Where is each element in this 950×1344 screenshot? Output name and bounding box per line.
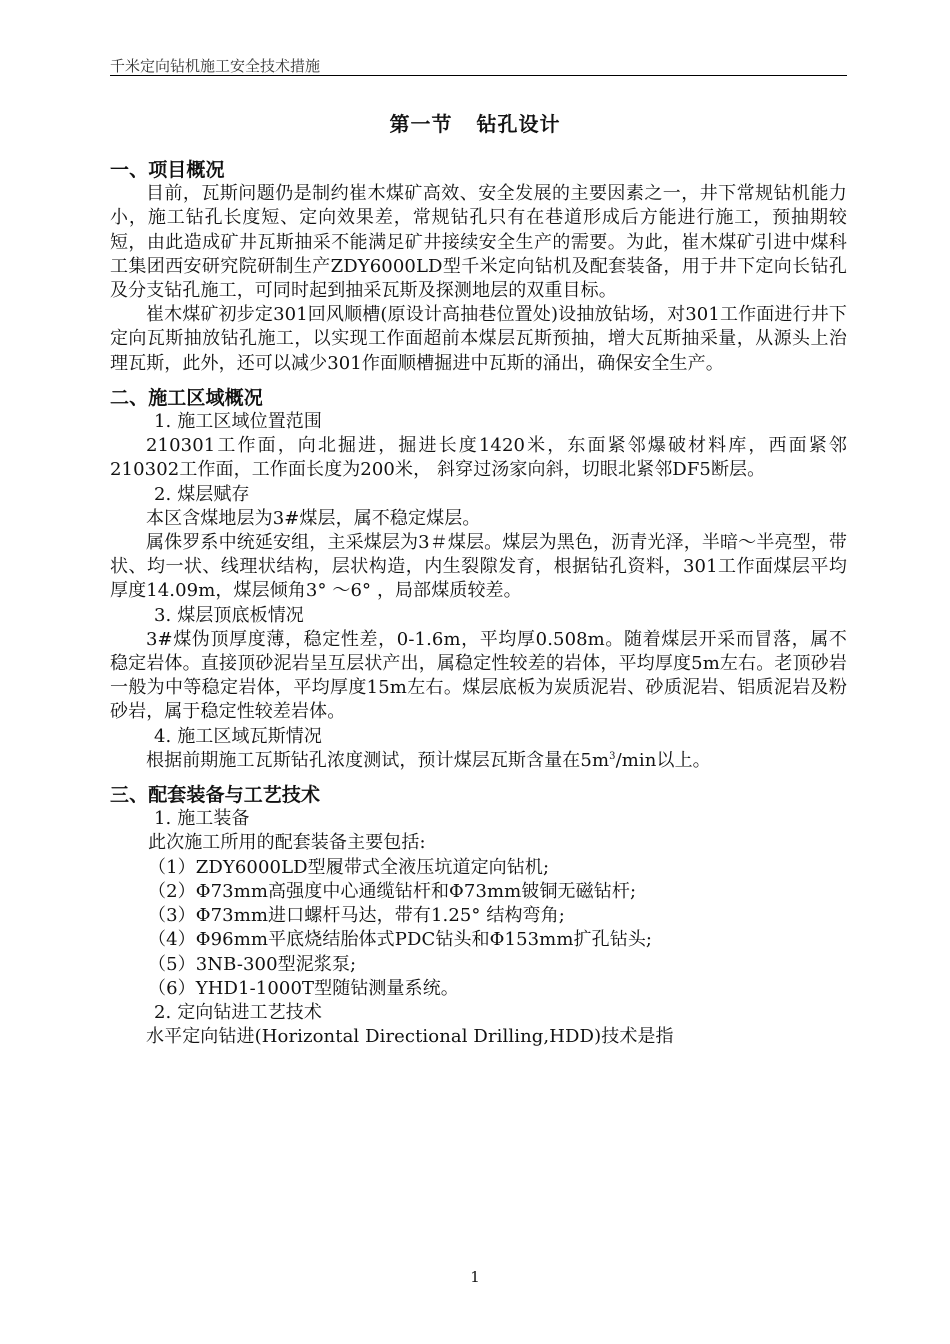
list-item: （6）YHD1-1000T型随钻测量系统。 (148, 977, 459, 999)
paragraph-overview-2: 崔木煤矿初步定301回风顺槽(原设计高抽巷位置处)设抽放钻场，对301工作面进行井下定向瓦斯抽放钻孔施工，以实现工作面超前本煤层瓦斯预抽，增大瓦斯抽采量，从源头上治理瓦斯，此外，还可以减少301作面顺槽掘进中瓦斯的涌出，确保安全生产。 (110, 304, 847, 374)
paragraph-overview-1: 目前，瓦斯问题仍是制约崔木煤矿高效、安全发展的主要因素之一，井下常规钻机能力小，施工钻孔长度短、定向效果差，常规钻孔只有在巷道形成后方能进行施工，预抽期较短，由此造成矿井瓦斯抽采不能满足矿井接续安全生产的需要。为此，崔木煤矿引进中煤科工集团西安研究院研制生产ZDY6000LD型千米定向钻机及配套装备，用于井下定向长钻孔及分支钻孔施工，可同时起到抽采瓦斯及探测地层的双重目标。 (110, 183, 847, 302)
document-body (110, 158, 847, 1049)
list-item: （1）ZDY6000LD型履带式全液压坑道定向钻机; (148, 856, 550, 878)
paragraph-equipment-intro: 此次施工所用的配套装备主要包括: (148, 832, 426, 854)
paragraph-directional-drilling: 水平定向钻进(Horizontal Directional Drilling,HDD)技术是指 (146, 1026, 674, 1048)
heading-construction-area: 二、施工区域概况 (110, 386, 263, 409)
gas-text-after: /min以上。 (615, 749, 711, 771)
heading-project-overview: 一、项目概况 (110, 159, 225, 181)
gas-text-before: 根据前期施工瓦斯钻孔浓度测试，预计煤层瓦斯含量在5m (146, 749, 610, 771)
paragraph-coal-seam-2: 属侏罗系中统延安组，主采煤层为3＃煤层。煤层为黑色，沥青光泽，半暗～半亮型，带状、均一状、线理状结构，层状构造，内生裂隙发育，根据钻孔资料，301工作面煤层平均厚度14.09m，煤层倾角3° ～6° ，局部煤质较差。 (110, 532, 847, 602)
list-item: （5）3NB-300型泥浆泵; (148, 953, 357, 975)
subheading-location: 1. 施工区域位置范围 (154, 411, 322, 433)
subheading-equipment: 1. 施工装备 (154, 808, 250, 830)
paragraph-location: 210301工作面，向北掘进，掘进长度1420米，东面紧邻爆破材料库，西面紧邻210302工作面，工作面长度为200米， 斜穿过汤家向斜，切眼北紧邻DF5断层。 (110, 435, 847, 481)
subheading-coal-seam: 2. 煤层赋存 (154, 483, 250, 505)
heading-equipment-technology: 三、配套装备与工艺技术 (110, 784, 321, 807)
list-item: （2）Φ73mm高强度中心通缆钻杆和Φ73mm铍铜无磁钻杆; (148, 880, 637, 902)
section-title (0, 108, 950, 137)
list-item: （3）Φ73mm进口螺杆马达，带有1.25° 结构弯角; (148, 905, 565, 927)
page-number: 1 (470, 1268, 480, 1286)
header-rule (110, 75, 847, 76)
subheading-directional-drilling: 2. 定向钻进工艺技术 (154, 1001, 322, 1023)
gas-superscript: 3 (609, 750, 616, 762)
section-name: 钻孔设计 (476, 112, 561, 136)
paragraph-gas (110, 749, 847, 773)
paragraph-coal-seam-1: 本区含煤地层为3#煤层，属不稳定煤层。 (146, 507, 481, 529)
subheading-roof-floor: 3. 煤层顶底板情况 (154, 604, 304, 626)
section-number: 第一节 (389, 112, 453, 136)
list-item: （4）Φ96mm平底烧结胎体式PDC钻头和Φ153mm扩孔钻头; (148, 929, 653, 951)
subheading-gas: 4. 施工区域瓦斯情况 (154, 725, 322, 747)
paragraph-roof-floor: 3#煤伪顶厚度薄，稳定性差，0-1.6m，平均厚0.508m。随着煤层开采而冒落，属不稳定岩体。直接顶砂泥岩呈互层状产出，属稳定性较差的岩体，平均厚度5m左右。老顶砂岩一般为中等稳定岩体，平均厚度15m左右。煤层底板为炭质泥岩、砂质泥岩、铝质泥岩及粉砂岩，属于稳定性较差岩体。 (110, 628, 847, 723)
running-header: 千米定向钻机施工安全技术措施 (110, 57, 321, 75)
